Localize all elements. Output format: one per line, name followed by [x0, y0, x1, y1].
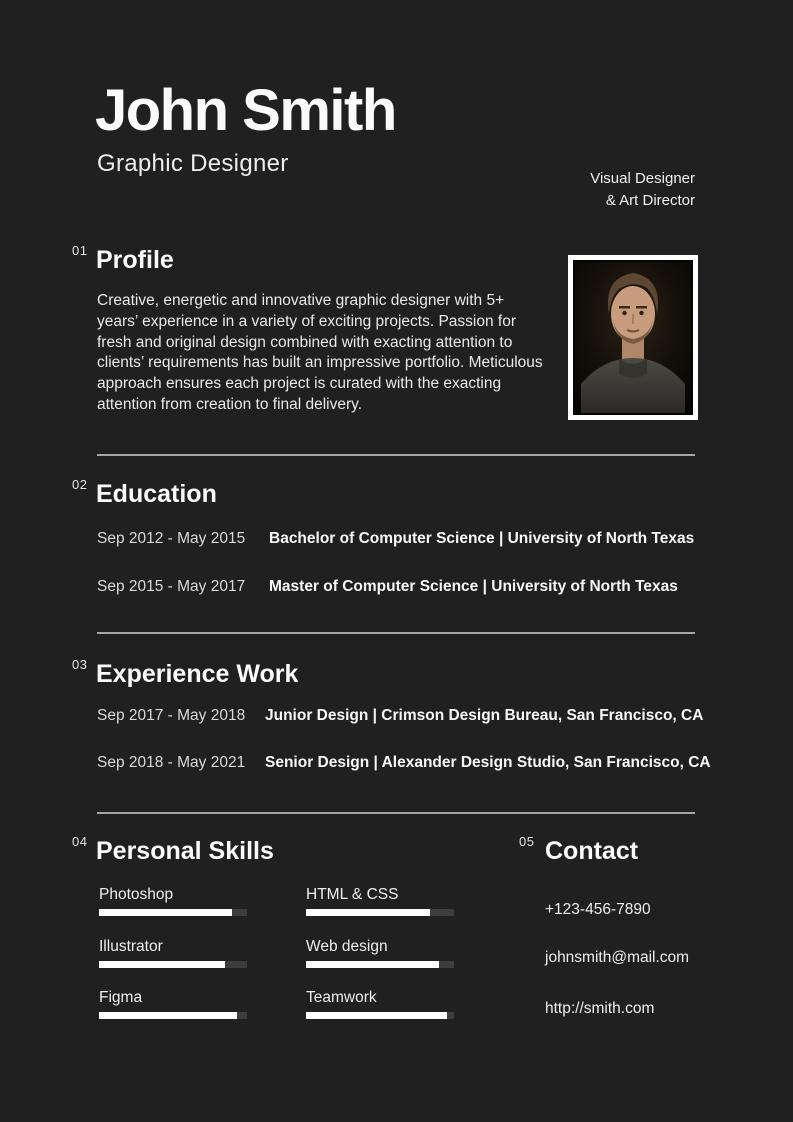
- skill-bar-fill: [306, 961, 439, 968]
- skill-bar: [99, 1012, 247, 1019]
- skill-label: Photoshop: [99, 886, 174, 903]
- skill-label: Illustrator: [99, 938, 163, 955]
- section-number-education: 02: [72, 477, 88, 492]
- section-title-skills: Personal Skills: [96, 837, 274, 865]
- experience-item-description: Senior Design | Alexander Design Studio, San Francisco, CA: [265, 754, 711, 771]
- experience-item-dates: Sep 2018 - May 2021: [97, 754, 246, 771]
- section-number-skills: 04: [72, 834, 88, 849]
- skill-bar-fill: [99, 909, 232, 916]
- education-item-dates: Sep 2012 - May 2015: [97, 530, 246, 547]
- portrait-illustration: [575, 262, 691, 413]
- section-divider: [97, 454, 695, 456]
- section-number-profile: 01: [72, 243, 88, 258]
- section-divider: [97, 812, 695, 814]
- section-title-education: Education: [96, 480, 217, 508]
- contact-website: http://smith.com: [545, 1000, 655, 1017]
- skill-bar: [99, 961, 247, 968]
- skill-bar-fill: [306, 1012, 447, 1019]
- skill-bar: [306, 961, 454, 968]
- skill-bar-fill: [99, 1012, 237, 1019]
- education-item-description: Bachelor of Computer Science | University of North Texas: [269, 530, 695, 547]
- skill-label: Figma: [99, 989, 143, 1006]
- section-title-experience: Experience Work: [96, 660, 299, 688]
- section-title-profile: Profile: [96, 246, 174, 274]
- skill-bar-fill: [306, 909, 430, 916]
- skill-label: Teamwork: [306, 989, 377, 1006]
- section-title-contact: Contact: [545, 837, 639, 865]
- education-item-description: Master of Computer Science | University of North Texas: [269, 578, 678, 595]
- header-tagline: [590, 168, 695, 211]
- skill-bar-fill: [99, 961, 225, 968]
- person-role: Graphic Designer: [97, 150, 289, 177]
- section-number-contact: 05: [519, 834, 535, 849]
- person-name: John Smith: [95, 78, 396, 143]
- skill-bar: [99, 909, 247, 916]
- contact-email: johnsmith@mail.com: [545, 949, 690, 966]
- experience-item-description: Junior Design | Crimson Design Bureau, San Francisco, CA: [265, 707, 704, 724]
- skill-bar: [306, 909, 454, 916]
- tagline-line-2: & Art Director: [605, 191, 695, 209]
- education-item-dates: Sep 2015 - May 2017: [97, 578, 246, 595]
- section-divider: [97, 632, 695, 634]
- section-number-experience: 03: [72, 657, 88, 672]
- experience-item-dates: Sep 2017 - May 2018: [97, 707, 246, 724]
- contact-phone: +123-456-7890: [545, 901, 651, 918]
- profile-photo: [568, 255, 698, 420]
- skill-label: Web design: [306, 938, 388, 955]
- skill-bar: [306, 1012, 454, 1019]
- skill-label: HTML & CSS: [306, 886, 399, 903]
- profile-summary-text: Creative, energetic and innovative graphic designer with 5+ years’ experience in a variety of exciting projects. Passion for fresh and original design combined with exacting attention to clients’ requirements has built an impressive portfolio. Meticulous approach ensures each project is curated with the exacting attention from creation to final delivery.: [97, 292, 543, 413]
- tagline-line-1: Visual Designer: [590, 170, 695, 187]
